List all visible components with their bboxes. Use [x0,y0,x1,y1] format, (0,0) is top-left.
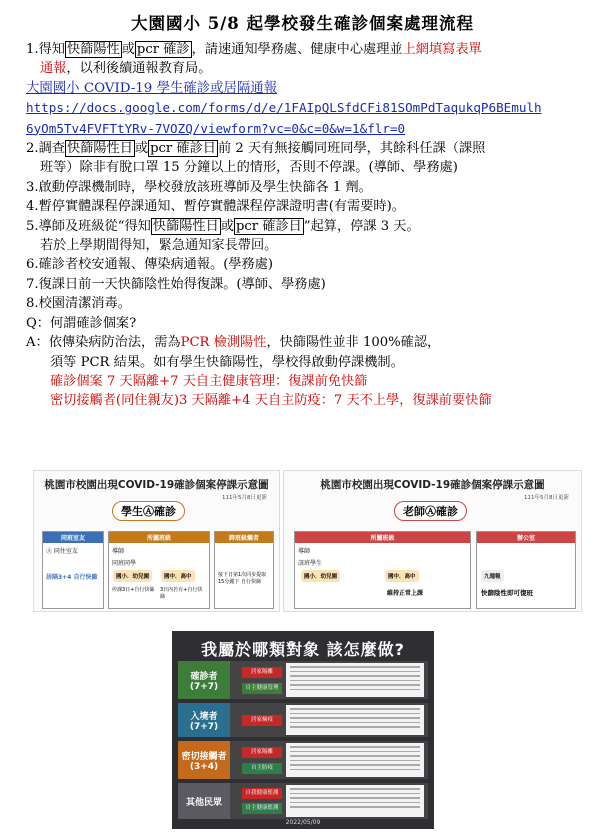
item-2-cont: 班等）除非有脫口罩 15 分鐘以上的情形，否則不停課。(導師、學務處) [40,160,458,176]
poster-right-date: 111年5月8日更新 [524,495,569,501]
answer-confirmed-rule: 確診個案 7 天隔離+7 天自主健康管理：復課前免快篩 [50,373,368,389]
procedure-list [26,40,591,411]
answer-pcr-positive: PCR 檢測陽性 [180,335,267,351]
faq-row-entry: 入境者 (7+7) 居家檢疫 [178,703,428,737]
item-7: 7.復課日前一天快篩陰性始得復課。(導師、學務處) [26,276,326,292]
poster-left-role: 學生Ⓐ確診 [112,501,185,521]
item-5 [26,217,591,236]
item-2-text: 前 2 天有無接觸同班同學，其餘科任課（課照 [217,141,486,157]
answer-cont: 須等 PCR 結果。如有學生快篩陽性，學校得啟動停課機制。 [50,354,404,370]
item-1-red-text: 上網填寫表單 [402,42,482,57]
who-am-i-infographic [172,631,434,829]
answer-prefix: A：依傳染病防治法，需為 [26,335,181,351]
boxed-rapid-positive: 快篩陽性 [66,42,120,57]
faq-date: 2022/05/09 [285,819,321,826]
item-2-prefix: 2.調查 [26,141,65,157]
boxed-pcr-date: pcr 確診日 [150,141,216,157]
poster-right-group-2: 辦公室 九週報 快篩陰性即可復班 [476,531,576,609]
item-1-red-report: 通報 [40,61,67,77]
item-5-text: ”起算，停課 3 天。 [303,218,420,234]
item-1-prefix: 1.得知 [26,42,65,57]
item-6: 6.確診者校安通報、傳染病通報。(學務處) [26,257,274,273]
faq-row-confirmed: 確診者 (7+7) 居家隔離 自主健康管理 [178,661,428,699]
answer-contact-rule: 密切接觸者(同住親友)3 天隔離+4 天自主防疫：7 天不上學，復課前要快篩 [50,393,492,409]
item-5-prefix: 5.導師及班級從“得知 [26,218,151,234]
poster-left-group-3: 跨班級觸者 接下日第1次同步提取15分鐘下 自行快篩 [214,531,274,609]
item-3: 3.啟動停課機制時，學校發放該班導師及學生快篩各 1 劑。 [26,179,372,195]
faq-title: 我屬於哪類對象 該怎麼做? [201,640,405,659]
teacher-case-poster [283,470,582,612]
answer [26,333,591,352]
item-1-or: 或 [121,42,135,57]
page-title: 大園國小 5/8 起學校發生確診個案處理流程 [131,14,474,33]
boxed-pcr-date-2: pcr 確診日 [235,218,302,234]
faq-row-public: 其他民眾 自我健康監測 自主健康監測 [178,783,428,819]
item-2 [26,139,591,158]
boxed-rapid-positive-date-2: 快篩陽性日 [152,218,219,234]
poster-right-group-1: 所屬班級 導師 該班學生 國小．幼兒園 國中．高中 維持正常上課 [294,531,471,609]
question: Q：何謂確診個案? [26,315,137,331]
item-1-tail: ，以利後續通報教育局。 [66,61,212,77]
faq-row-contact: 密切接觸者 (3+4) 居家隔離 自主防疫 [178,741,428,779]
report-form-url-1[interactable]: https://docs.google.com/forms/d/e/1FAIpQLSfdCFi81SOmPdTaqukqP6BEmulh [26,100,542,116]
poster-right-role: 老師Ⓐ確診 [394,501,467,521]
item-1 [26,40,591,59]
poster-right-title: 桃園市校園出現COVID-19確診個案停課示意圖 [320,479,545,491]
report-form-url-2[interactable]: 6yOm5Tv4FVFTtYRv-7VOZQ/viewform?vc=0&c=0&w=1&flr=0 [26,120,406,136]
answer-text: ，快篩陽性並非 100%確認， [266,335,441,351]
student-case-poster [33,470,280,612]
report-form-link-title[interactable]: 大園國小 COVID-19 學生確診或居隔通報 [26,80,278,96]
poster-left-title: 桃園市校園出現COVID-19確診個案停課示意圖 [44,479,269,491]
boxed-rapid-positive-date: 快篩陽性日 [66,141,133,157]
item-4: 4.暫停實體課程停課通知、暫停實體課程停課證明書(有需要時)。 [26,199,405,215]
boxed-pcr-confirmed: pcr 確診 [136,42,190,57]
item-8: 8.校園清潔消毒。 [26,296,131,312]
poster-left-group-1: 同班室友 Ⓐ 同住室友 居隔3+4 自行快篩 [42,531,104,609]
item-5-cont: 若於上學期間得知，緊急通知家長帶回。 [40,238,278,254]
poster-left-group-2: 所屬班級 導師 同班同學 國小．幼兒園 國中．高中 停課3日+自行快篩 3日內若有+自行快篩 [108,531,210,609]
item-2-or: 或 [134,141,149,157]
poster-left-date: 111年5月8日更新 [222,495,267,501]
item-5-or: 或 [220,218,234,234]
item-1-text: ，請速通知學務處、健康中心處理並 [191,42,403,57]
